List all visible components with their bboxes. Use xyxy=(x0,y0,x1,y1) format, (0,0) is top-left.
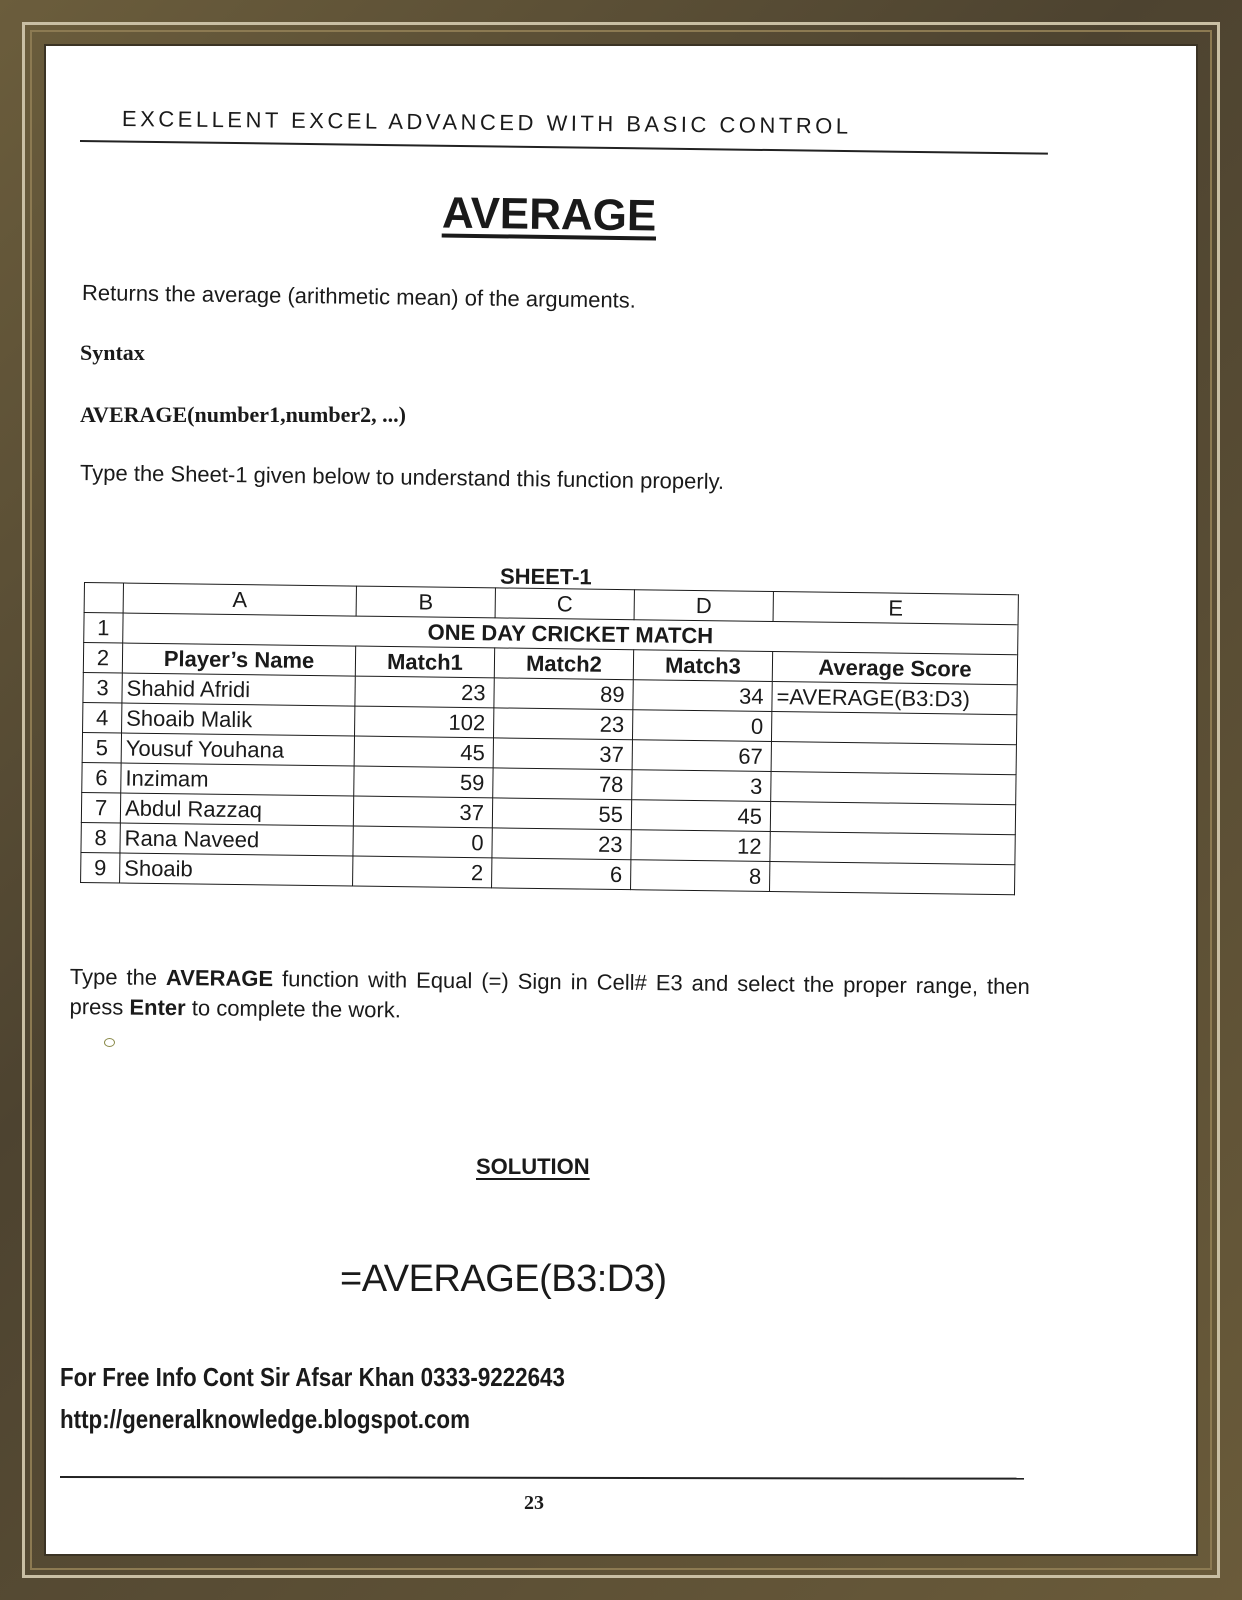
match1-cell: 102 xyxy=(355,706,494,738)
average-cell xyxy=(770,862,1015,895)
player-name-cell: Yousuf Youhana xyxy=(121,733,354,766)
average-cell xyxy=(770,832,1015,865)
match1-cell: 37 xyxy=(353,796,492,828)
sheet-title: SHEET-1 xyxy=(499,563,592,590)
match3-cell: 67 xyxy=(632,740,771,772)
header-cell: Match1 xyxy=(355,646,494,678)
match3-cell: 0 xyxy=(632,710,771,742)
match1-cell: 45 xyxy=(354,736,493,768)
document-page xyxy=(44,44,1198,1556)
running-header: EXCELLENT EXCEL ADVANCED WITH BASIC CONTROL xyxy=(121,106,852,139)
syntax-label: Syntax xyxy=(80,340,145,365)
match2-cell: 89 xyxy=(494,678,633,710)
column-header: B xyxy=(356,586,495,618)
match2-cell: 6 xyxy=(492,858,631,890)
header-cell: Player’s Name xyxy=(122,643,355,676)
match3-cell: 8 xyxy=(631,860,770,892)
match3-cell: 3 xyxy=(632,770,771,802)
match1-cell: 23 xyxy=(355,676,494,708)
average-cell xyxy=(771,712,1016,745)
row-number: 4 xyxy=(83,702,122,733)
header-rule xyxy=(80,140,1048,155)
website-link[interactable]: http://generalknowledge.blogspot.com xyxy=(60,1404,470,1434)
instruction-paragraph xyxy=(69,962,1030,1032)
match2-cell: 78 xyxy=(493,768,632,800)
match3-cell: 45 xyxy=(631,800,770,832)
page-title: AVERAGE xyxy=(441,188,657,241)
solution-formula: =AVERAGE(B3:D3) xyxy=(340,1258,667,1300)
instruction-text: function with Equal (=) Sign in Cell# E3 and select the proper range, then press xyxy=(69,966,1030,1020)
instruction-function-name: AVERAGE xyxy=(165,965,274,992)
row-number: 3 xyxy=(83,672,122,703)
match2-cell: 55 xyxy=(492,798,631,830)
contact-line: For Free Info Cont Sir Afsar Khan 0333-9222643 xyxy=(60,1362,565,1392)
match3-cell: 12 xyxy=(631,830,770,862)
instruction-text: Type the xyxy=(69,963,167,991)
stray-mark xyxy=(104,1038,115,1047)
player-name-cell: Rana Naveed xyxy=(120,823,353,856)
row-number: 1 xyxy=(84,613,123,644)
average-cell xyxy=(771,742,1016,775)
match1-cell: 2 xyxy=(353,856,492,888)
row-number: 6 xyxy=(82,762,121,793)
match2-cell: 23 xyxy=(492,828,631,860)
column-header: A xyxy=(123,583,356,616)
footer-rule xyxy=(60,1476,1024,1479)
column-header: C xyxy=(495,588,634,620)
instruction-key-name: Enter xyxy=(129,994,186,1021)
match2-cell: 23 xyxy=(493,708,632,740)
corner-cell xyxy=(84,583,123,614)
syntax-text: AVERAGE(number1,number2, ...) xyxy=(80,402,406,427)
row-number: 9 xyxy=(81,852,120,883)
column-header: E xyxy=(773,592,1018,625)
spreadsheet-table xyxy=(80,582,1019,895)
match1-cell: 59 xyxy=(354,766,493,798)
row-number: 7 xyxy=(81,792,120,823)
function-description: Returns the average (arithmetic mean) of the arguments. xyxy=(81,280,637,313)
header-cell: Match3 xyxy=(633,650,772,682)
match3-cell: 34 xyxy=(633,680,772,712)
player-name-cell: Shahid Afridi xyxy=(122,673,355,706)
sheet-intro: Type the Sheet-1 given below to understand this function properly. xyxy=(79,460,725,494)
row-number: 2 xyxy=(83,643,122,674)
player-name-cell: Inzimam xyxy=(121,763,354,796)
page-number: 23 xyxy=(524,1492,544,1514)
spreadsheet xyxy=(80,582,1019,895)
player-name-cell: Abdul Razzaq xyxy=(120,793,353,826)
instruction-text: to complete the work. xyxy=(185,995,402,1023)
player-name-cell: Shoaib Malik xyxy=(122,703,355,736)
player-name-cell: Shoaib xyxy=(120,853,353,886)
match1-cell: 0 xyxy=(353,826,492,858)
column-header: D xyxy=(634,590,773,622)
header-cell: Match2 xyxy=(494,648,633,680)
average-cell: =AVERAGE(B3:D3) xyxy=(772,682,1017,715)
header-cell: Average Score xyxy=(772,652,1017,685)
average-cell xyxy=(770,802,1015,835)
merged-title-cell: ONE DAY CRICKET MATCH xyxy=(123,613,1018,655)
row-number: 8 xyxy=(81,822,120,853)
average-cell xyxy=(771,772,1016,805)
solution-heading: SOLUTION xyxy=(476,1154,590,1179)
row-number: 5 xyxy=(82,732,121,763)
match2-cell: 37 xyxy=(493,738,632,770)
